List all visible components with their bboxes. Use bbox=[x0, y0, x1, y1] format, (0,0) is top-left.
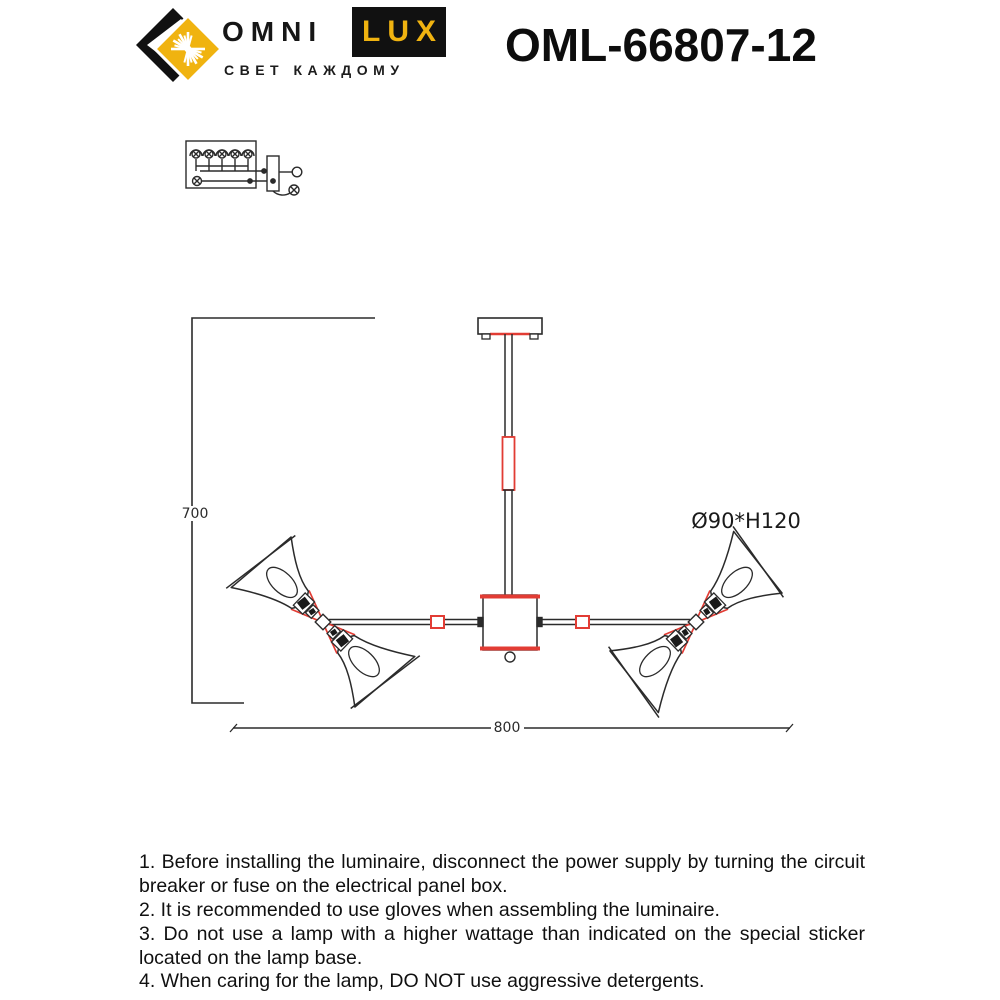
lux-badge-label: LUX bbox=[362, 15, 443, 48]
wire-ring-icon bbox=[292, 167, 302, 177]
instruction-item: 3. Do not use a lamp with a higher wattage than indicated on the special sticker located on the lamp base. bbox=[139, 922, 865, 969]
model-number: OML-66807-12 bbox=[505, 19, 817, 71]
brand-name: OMNI bbox=[222, 16, 324, 47]
height-dimension-label: 700 bbox=[181, 506, 209, 522]
shade-size-label: Ø90*H120 bbox=[691, 509, 801, 533]
wiring-diagram bbox=[186, 141, 302, 195]
instruction-item: 2. It is recommended to use gloves when assembling the luminaire. bbox=[139, 898, 720, 921]
instructions bbox=[139, 851, 865, 994]
joint-diamond bbox=[315, 614, 331, 630]
width-dimension bbox=[230, 720, 793, 736]
brand-tagline: СВЕТ КАЖДОМУ bbox=[224, 62, 405, 78]
arm-right bbox=[537, 616, 690, 628]
instruction-item: 1. Before installing the luminaire, disconnect the power supply by turning the circuit breaker or fuse on the electrical panel box. bbox=[139, 851, 865, 897]
arm-left bbox=[329, 616, 483, 628]
center-body bbox=[480, 595, 540, 662]
connector-box bbox=[267, 156, 279, 191]
bottom-finial-icon bbox=[505, 652, 515, 662]
lamp-cluster-left bbox=[226, 526, 420, 717]
joint-diamond bbox=[688, 614, 704, 630]
lamp-cluster-right bbox=[599, 526, 793, 717]
hanging-rod bbox=[503, 334, 515, 595]
arm-connector bbox=[431, 616, 444, 628]
ceiling-plate bbox=[478, 318, 542, 339]
instruction-item: 4. When caring for the lamp, DO NOT use aggressive detergents. bbox=[139, 970, 705, 993]
arm-connector bbox=[576, 616, 589, 628]
width-dimension-label: 800 bbox=[493, 720, 521, 736]
